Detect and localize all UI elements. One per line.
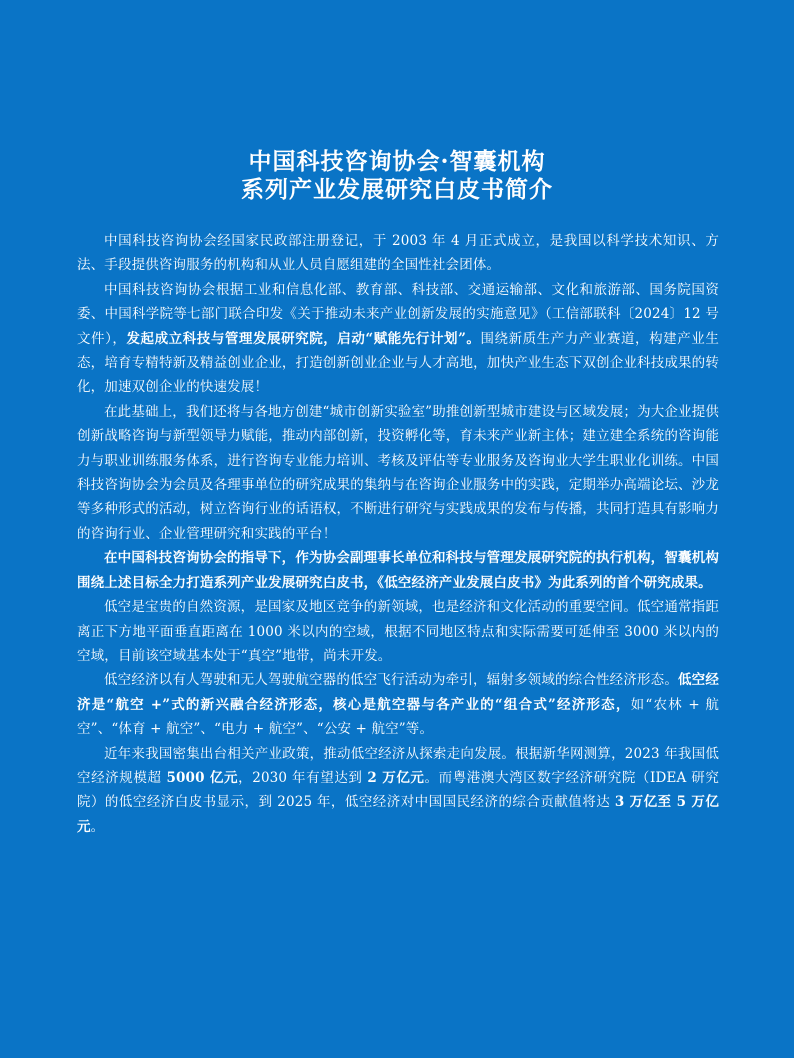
text-span: 。而粤港澳大湾区数字经济研究院（IDEA 研究院）的低空经济白皮书显示，到 2025 年，低空经济对中国国民经济的综合贡献值将达: [77, 769, 720, 811]
text-span: 中国科技咨询协会根据工业和信息化部、教育部、科技部、交通运输部、文化和旅游部、国务院国资委、中国科学院等七部门联合印发《关于推动未来产业创新发展的实施意见》（工信部联科〔2024〕12 号文件），: [77, 281, 719, 347]
text-span: 。: [90, 818, 105, 835]
paragraph-platform: [77, 400, 719, 546]
paragraph-low-altitude-economy: [77, 668, 719, 741]
text-span: ，2030 年有望达到: [238, 769, 368, 786]
text-span: 低空经济以有人驾驶和无人驾驶航空器的低空飞行活动为牵引，辐射多领域的综合性经济形态。: [104, 672, 678, 689]
text-span: 低空是宝贵的自然资源，是国家及地区竞争的新领域，也是经济和文化活动的重要空间。低空通常指距离正下方地平面垂直距离在 1000 米以内的空域，根据不同地区特点和实际需要可延伸至 3000 米以内的空域，目前该空域基本处于“真空”地带，尚未开发。: [77, 599, 719, 664]
bold-text-span: 低空经济是“航空 +”式的新兴融合经济形态，核心是航空器与各产业的“组合式”经济形态，: [77, 672, 719, 713]
bold-text-span: 发起成立科技与管理发展研究院，启动“赋能先行计划”。: [126, 330, 481, 347]
text-span: 在此基础上，我们还将与各地方创建“城市创新实验室”助推创新型城市建设与区域发展；为大企业提供创新战略咨询与新型领导力赋能，推动内部创新，投资孵化等，育未来产业新主体；建立建全系统的咨询能力与职业训练服务体系，进行咨询专业能力培训、考核及评估等专业服务及咨询业大学生职业化训练。中国科技咨询协会为会员及各理事单位的研究成果的集纳与在咨询企业服务中的实践，定期举办高端论坛、沙龙等多种形式的活动，树立咨询行业的话语权，不断进行研究与实践成果的发布与传播，共同打造具有影响力的咨询行业、企业管理研究和实践的平台！: [77, 403, 719, 542]
page-title-line-2: 系列产业发展研究白皮书简介: [241, 176, 553, 203]
body-text: [77, 229, 719, 839]
text-span: 围绕新质生产力产业赛道，构建产业生态，培育专精特新及精益创业企业，打造创新创业企业与人才高地，加快产业生态下双创企业科技成果的转化，加速双创企业的快速发展！: [77, 330, 719, 396]
paragraph-market-size: [77, 742, 719, 840]
bold-text-span: 5000 亿元: [166, 769, 239, 786]
text-span: 中国科技咨询协会经国家民政部注册登记，于 2003 年 4 月正式成立，是我国以科学技术知识、方法、手段提供咨询服务的机构和从业人员自愿组建的全国性社会团体。: [77, 233, 719, 274]
paragraph-intro: [77, 229, 719, 278]
bold-text-span: 在中国科技咨询协会的指导下，作为协会副理事长单位和科技与管理发展研究院的执行机构，智囊机构围绕上述目标全力打造系列产业发展研究白皮书，《低空经济产业发展白皮书》为此系列的首个研究成果。: [77, 550, 719, 591]
page-title-line-1: 中国科技咨询协会·智囊机构: [248, 148, 546, 175]
text-span: 近年来我国密集出台相关产业政策，推动低空经济从探索走向发展。根据新华网测算，2023 年我国低空经济规模超: [77, 745, 719, 786]
bold-text-span: 3 万亿至 5 万亿元: [77, 794, 719, 835]
paragraph-initiative: [77, 278, 719, 400]
paragraph-whitepaper-series: [77, 546, 719, 595]
text-span: 如“农林 + 航空”、“体育 + 航空”、“电力 + 航空”、“公安 + 航空”等。: [77, 696, 719, 738]
bold-text-span: 2 万亿元: [367, 769, 425, 786]
paragraph-low-altitude: [77, 595, 719, 668]
